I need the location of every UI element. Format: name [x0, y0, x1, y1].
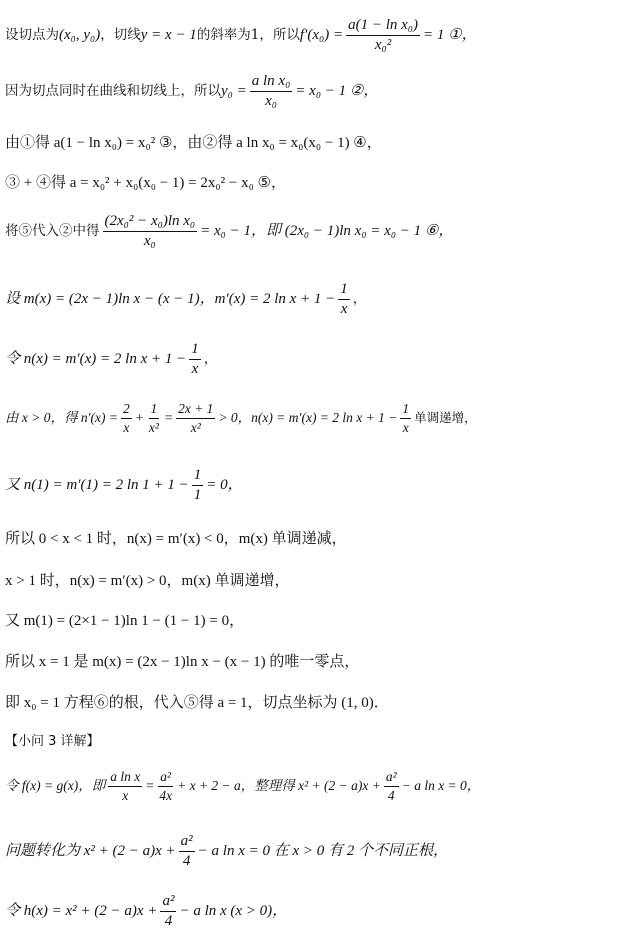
line-1-denominator: x₀² — [374, 37, 392, 53]
solution-line-7 — [5, 342, 217, 377]
line-8-pre: 由 x > 0，得 n′(x) = — [5, 410, 119, 426]
line-4-text: ③ + ④得 a = x₀² + x₀(x₀ − 1) = 2x₀² − x₀ ⑤， — [5, 175, 286, 191]
line-8-fraction-1 — [121, 402, 132, 434]
solution-line-4 — [5, 176, 286, 191]
line-1-pre: 设切点为 — [5, 26, 59, 43]
line-2-eq1: y₀ = — [221, 83, 247, 99]
line-6-post: ， — [352, 290, 367, 307]
line-8-numerator-4: 1 — [400, 402, 411, 419]
line-9-pre: 又 n(1) = m′(1) = 2 ln 1 + 1 − — [5, 477, 189, 493]
line-12-text: 又 m(1) = (2×1 − 1)ln 1 − (1 − 1) = 0， — [5, 613, 245, 629]
line-16-pre: 令 f(x) = g(x)，即 — [5, 778, 106, 794]
line-16-post: − a ln x = 0， — [401, 778, 481, 794]
solution-line-1 — [5, 18, 477, 53]
line-1-eq2: y = x − 1 — [140, 27, 197, 43]
line-3-text: 由①得 a(1 − ln x₀) = x₀² ③，由②得 a ln x₀ = x₀(x₀ − 1) ④， — [5, 135, 382, 151]
solution-line-12 — [5, 614, 244, 629]
line-8-denominator-4: x — [402, 419, 409, 435]
line-9-numerator: 1 — [192, 468, 204, 486]
line-8-numerator-1: 2 — [121, 402, 132, 419]
line-9-post: = 0， — [206, 477, 243, 493]
line-7-fraction — [189, 342, 201, 377]
line-16-fraction-3 — [384, 770, 399, 802]
line-2-fraction — [250, 74, 293, 109]
line-5-pre: 将⑤代入②中得 — [5, 222, 100, 239]
line-14-text: 即 x₀ = 1 方程⑥的根，代入⑤得 a = 1，切点坐标为 (1, 0)． — [5, 695, 389, 711]
line-8-fraction-3 — [176, 402, 215, 434]
line-7-denominator: x — [191, 361, 199, 377]
line-16-denominator-3: 4 — [387, 787, 395, 803]
line-17-fraction — [179, 834, 195, 869]
solution-line-2 — [5, 74, 378, 109]
line-16-denominator-1: x — [122, 787, 129, 803]
line-13-text: 所以 x = 1 是 m(x) = (2x − 1)ln x − (x − 1) 的唯一零点， — [5, 654, 360, 670]
line-17-denominator: 4 — [182, 853, 191, 869]
line-17-post: − a ln x = 0 在 x > 0 有 2 个不同正根， — [197, 843, 449, 859]
line-11-text: x > 1 时，n(x) = m′(x) > 0，m(x) 单调递增， — [5, 573, 290, 589]
line-16-fraction-1 — [108, 770, 142, 802]
solution-line-11 — [5, 574, 289, 589]
solution-line-13 — [5, 655, 359, 670]
line-8-denominator-2: x² — [148, 419, 159, 435]
line-8-numerator-2: 1 — [149, 402, 160, 419]
line-1-mid2: 的斜率为1，所以 — [196, 26, 300, 43]
line-8-denominator-1: x — [123, 419, 130, 435]
line-18-fraction — [160, 894, 176, 929]
line-1-post: = 1 ①， — [423, 27, 477, 43]
solution-line-17 — [5, 834, 448, 869]
line-16-eq: = — [145, 778, 155, 794]
solution-line-5 — [5, 214, 453, 249]
line-5-denominator: x₀ — [143, 233, 156, 249]
line-16-numerator-3: a² — [384, 770, 399, 787]
line-17-pre: 问题转化为 x² + (2 − a)x + — [5, 843, 176, 859]
line-18-numerator: a² — [160, 894, 176, 912]
line-5-post: = x₀ − 1，即 (2x₀ − 1)ln x₀ = x₀ − 1 ⑥， — [200, 223, 454, 239]
section-header-text: 【小问 3 详解】 — [5, 734, 100, 749]
line-7-post: ， — [203, 350, 218, 367]
section-header — [5, 735, 100, 748]
line-9-fraction — [192, 468, 204, 503]
line-1-eq1: (x₀, y₀) — [59, 27, 101, 43]
line-16-numerator-2: a² — [158, 770, 173, 787]
line-5-fraction — [103, 214, 198, 249]
line-8-fraction-4 — [400, 402, 411, 434]
line-2-denominator: x₀ — [265, 93, 277, 109]
solution-line-3 — [5, 136, 382, 151]
line-16-fraction-2 — [157, 770, 174, 802]
line-7-pre: 令 n(x) = m′(x) = 2 ln x + 1 − — [5, 351, 187, 367]
line-16-mid: + x + 2 − a，整理得 x² + (2 − a)x + — [177, 778, 381, 794]
line-7-numerator: 1 — [189, 342, 201, 360]
line-6-numerator: 1 — [338, 282, 350, 300]
solution-line-16 — [5, 770, 480, 802]
line-1-fraction — [346, 18, 420, 53]
line-2-pre: 因为切点同时在曲线和切线上，所以 — [5, 82, 221, 99]
solution-line-6 — [5, 282, 366, 317]
line-8-numerator-3: 2x + 1 — [176, 402, 215, 419]
line-1-eq3: f′(x₀) = — [299, 27, 344, 43]
line-8-post: 单调递增， — [414, 409, 477, 425]
line-5-numerator: (2x₀² − x₀)ln x₀ — [103, 214, 198, 232]
solution-line-14 — [5, 696, 389, 711]
line-6-denominator: x — [340, 301, 348, 317]
line-1-mid: ，切线 — [100, 26, 141, 43]
line-9-denominator: 1 — [193, 487, 202, 503]
line-6-pre: 设 m(x) = (2x − 1)ln x − (x − 1)，m′(x) = 2 ln x + 1 − — [5, 291, 336, 307]
line-6-fraction — [338, 282, 350, 317]
line-8-mid: > 0，n(x) = m′(x) = 2 ln x + 1 − — [218, 410, 398, 426]
line-10-text: 所以 0 < x < 1 时，n(x) = m′(x) < 0，m(x) 单调递减， — [5, 531, 347, 547]
line-2-numerator: a ln x₀ — [250, 74, 293, 92]
line-8-fraction-2 — [147, 402, 161, 434]
solution-line-18 — [5, 894, 287, 929]
solution-line-10 — [5, 532, 347, 547]
line-2-post: = x₀ − 1 ②， — [295, 83, 379, 99]
line-18-post: − a ln x (x > 0)， — [179, 903, 288, 919]
line-8-plus: + — [134, 410, 144, 426]
line-17-numerator: a² — [179, 834, 195, 852]
line-18-pre: 令 h(x) = x² + (2 − a)x + — [5, 903, 158, 919]
solution-line-9 — [5, 468, 243, 503]
line-16-denominator-2: 4x — [159, 787, 173, 803]
solution-line-8 — [5, 402, 477, 434]
line-16-numerator-1: a ln x — [108, 770, 142, 787]
line-8-eq: = — [163, 410, 174, 426]
line-8-denominator-3: x² — [190, 419, 201, 435]
line-1-numerator: a(1 − ln x₀) — [346, 18, 420, 36]
line-18-denominator: 4 — [164, 913, 173, 929]
